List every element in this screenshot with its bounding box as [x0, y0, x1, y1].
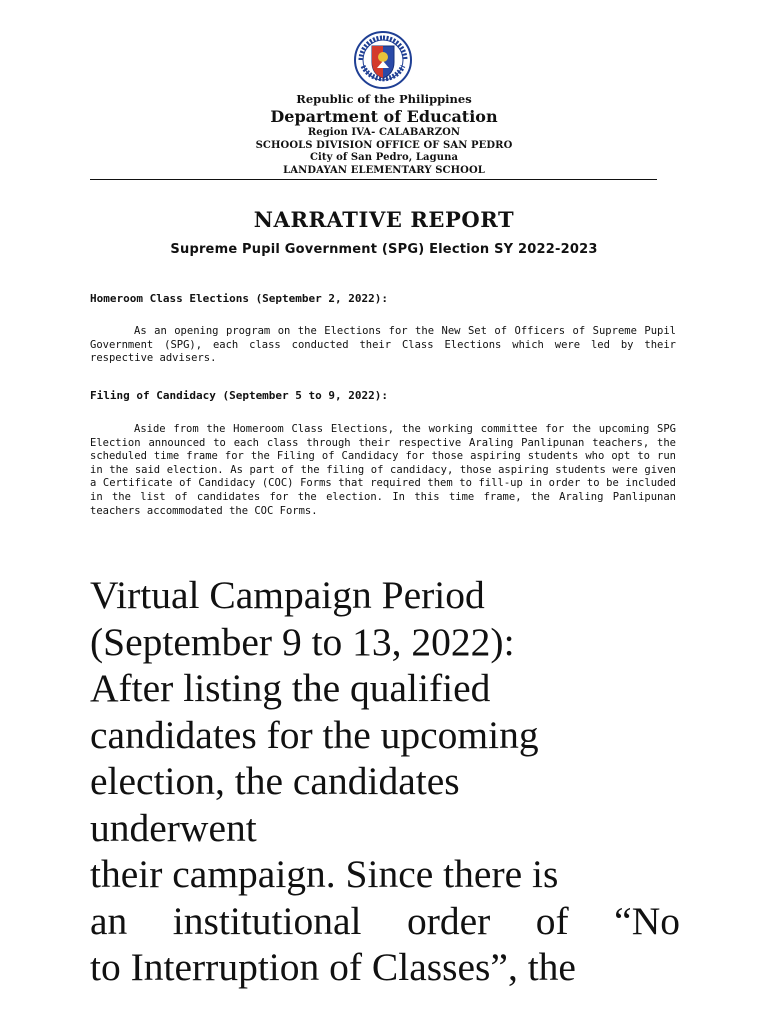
campaign-line: election, the candidates	[90, 759, 460, 803]
filing-section	[90, 423, 676, 518]
campaign-line: Virtual Campaign Period	[90, 573, 485, 617]
homeroom-heading: Homeroom Class Elections (September 2, 2022):	[90, 292, 389, 305]
filing-paragraph: Aside from the Homeroom Class Elections, the working committee for the upcoming SPG Election announced to each class through their respective Araling Panlipunan teachers, the scheduled time frame for the Filing of Candidacy for those aspiring students who opt to run in the said election. As part of the filing of candidacy, those aspiring students were given a Certificate of Candidacy (COC) Forms that required them to fill-up in order to be included in the list of candidates for the election. In this time frame, the Araling Panlipunan teachers accommodated the COC Forms.	[90, 423, 676, 517]
letterhead-divider	[90, 179, 657, 180]
city-line: City of San Pedro, Laguna	[309, 152, 459, 163]
department-line: Department of Education	[270, 107, 498, 126]
deped-seal-icon	[345, 30, 421, 90]
filing-heading: Filing of Candidacy (September 5 to 9, 2022):	[90, 389, 389, 402]
campaign-line: underwent	[90, 805, 257, 850]
campaign-line: candidates for the upcoming	[90, 712, 539, 757]
homeroom-paragraph: As an opening program on the Elections for the New Set of Officers of Supreme Pupil Government (SPG), each class conducted their Class Elections which were led by their respective advisers.	[90, 325, 676, 365]
campaign-line: (September 9 to 13, 2022):	[90, 619, 515, 664]
campaign-line: After listing the qualified	[90, 666, 491, 710]
homeroom-section	[90, 325, 676, 366]
letterhead	[90, 92, 678, 177]
campaign-line: to Interruption of Classes”, the	[90, 945, 576, 989]
campaign-line: their campaign. Since there is	[90, 852, 559, 896]
campaign-section	[90, 572, 680, 991]
region-line: Region IVA- CALABARZON	[307, 127, 461, 138]
report-title: NARRATIVE REPORT	[253, 207, 515, 232]
report-subtitle: Supreme Pupil Government (SPG) Election SY 2022-2023	[170, 242, 598, 257]
campaign-line: an institutional order of “No	[90, 898, 680, 943]
republic-line: Republic of the Philippines	[296, 92, 472, 106]
division-line: SCHOOLS DIVISION OFFICE OF SAN PEDRO	[255, 139, 513, 151]
school-line: LANDAYAN ELEMENTARY SCHOOL	[283, 164, 485, 176]
